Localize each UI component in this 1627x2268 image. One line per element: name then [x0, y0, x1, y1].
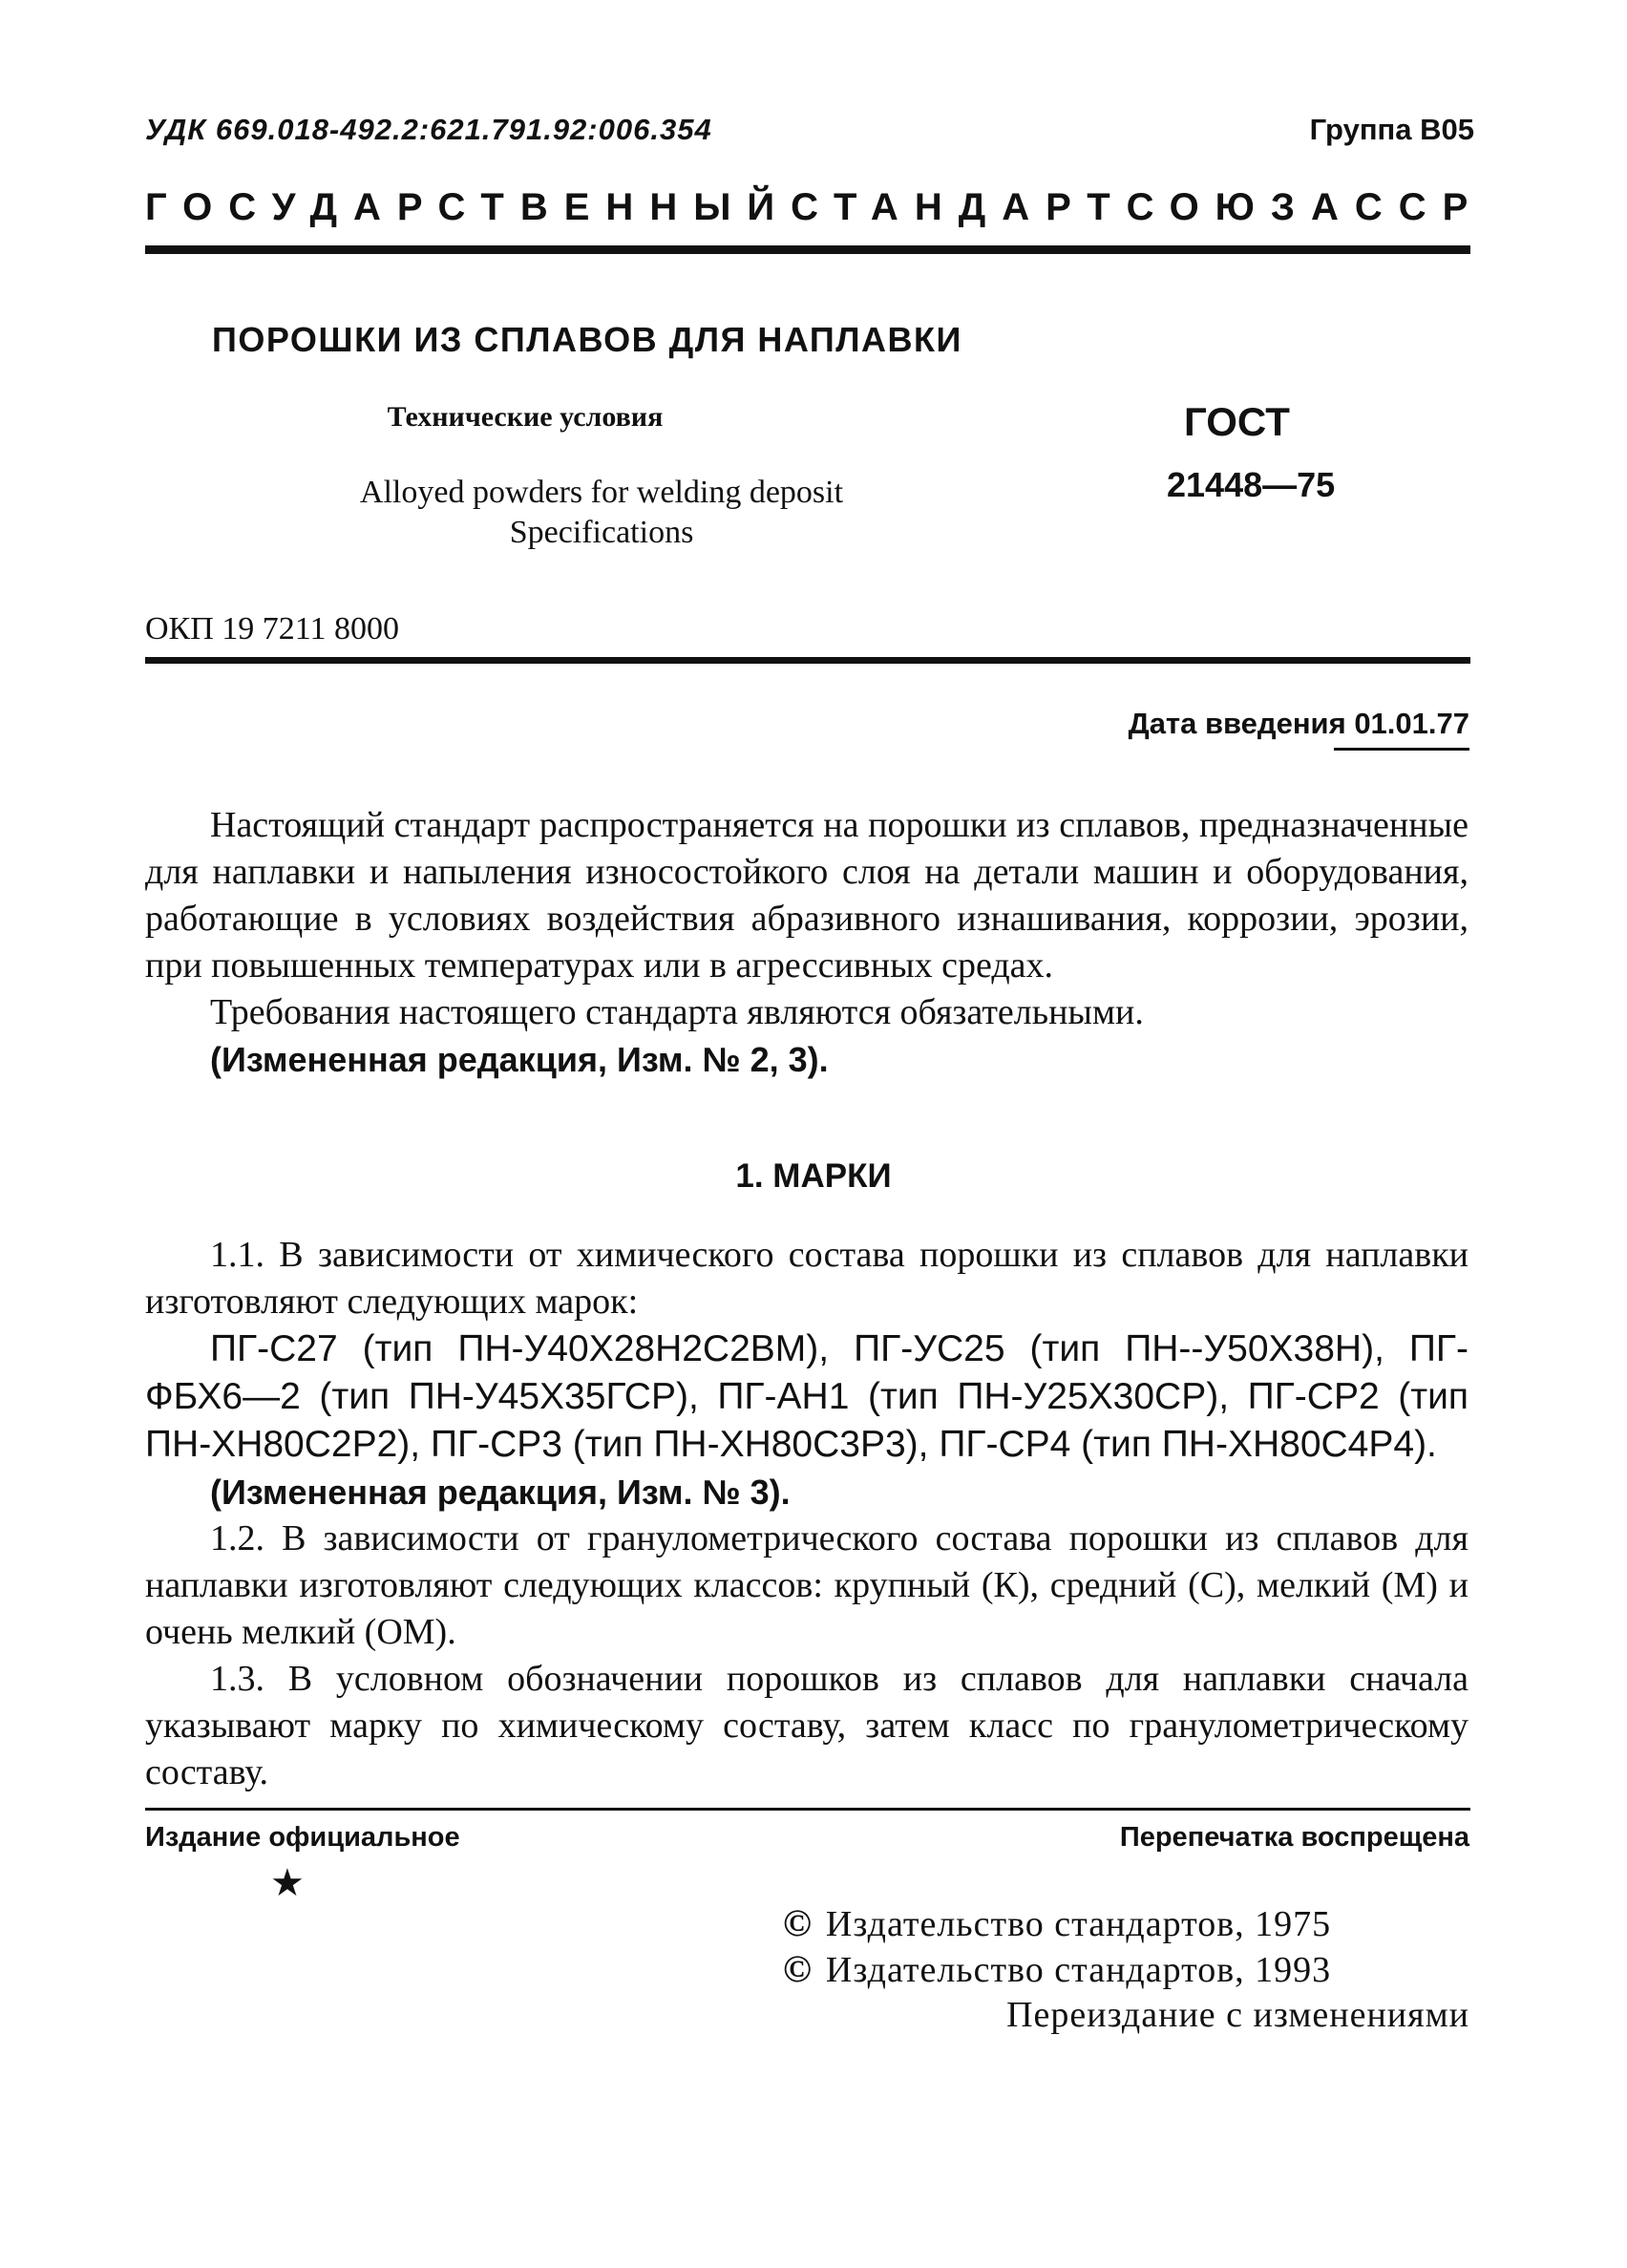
state-word-3: СОЮЗА	[1126, 186, 1355, 228]
subtitle-en-line-1: Alloyed powders for welding deposit	[359, 475, 844, 510]
state-word-2: СТАНДАРТ	[791, 186, 1127, 228]
intro-block	[145, 802, 1469, 1083]
reissue-note: Переиздание с изменениями	[1006, 1995, 1469, 2035]
clause-1-1-edit-note: (Измененная редакция, Изм. № 3).	[210, 1473, 791, 1512]
copyright-icon: ©	[783, 1947, 813, 1990]
clause-1-3: 1.3. В условном обозначении порошков из сплавов для наплавки сначала указывают марку по химическому составу, затем класс по гранулометрическому составу.	[145, 1659, 1469, 1792]
subtitle-en	[220, 473, 983, 553]
footer-rule	[145, 1808, 1470, 1811]
okp-code: ОКП 19 7211 8000	[145, 611, 400, 646]
clause-1-1: 1.1. В зависимости от химического состава порошки из сплавов для наплавки изготовляют следующих марок:	[145, 1235, 1469, 1322]
copyright-icon: ©	[783, 1901, 813, 1944]
copyright-1993-text: Издательство стандартов, 1993	[825, 1950, 1332, 1990]
state-standard-heading	[145, 186, 1485, 229]
group-code: Группа В05	[1309, 113, 1474, 146]
document-title: ПОРОШКИ ИЗ СПЛАВОВ ДЛЯ НАПЛАВКИ	[212, 320, 962, 359]
intro-date: Дата введения 01.01.77	[1128, 707, 1469, 740]
reprint-forbidden: Перепечатка воспрещена	[1119, 1822, 1469, 1853]
gost-label: ГОСТ	[1184, 399, 1290, 444]
udk-code: УДК 669.018-492.2:621.791.92:006.354	[145, 113, 712, 146]
state-word-4: ССР	[1354, 186, 1485, 228]
star-icon: ★	[270, 1861, 305, 1904]
okp-rule	[145, 657, 1470, 664]
section1-block	[145, 1232, 1469, 1796]
header-rule	[145, 245, 1470, 254]
intro-mandatory: Требования настоящего стандарта являются обязательными.	[210, 992, 1144, 1032]
copyright-1975	[783, 1900, 1331, 1945]
copyright-1975-text: Издательство стандартов, 1975	[825, 1904, 1332, 1944]
clause-1-1-grades: ПГ-С27 (тип ПН-У40Х28Н2С2ВМ), ПГ-УС25 (тип ПН--У50Х38Н), ПГ-ФБХ6—2 (тип ПН-У45Х35ГСР), ПГ-АН1 (тип ПН-У25Х30СР), ПГ-СР2 (тип ПН-ХН80С2Р2), ПГ-СР3 (тип ПН-ХН80С3Р3), ПГ-СР4 (тип ПН-ХН80С4Р4).	[145, 1328, 1469, 1465]
clause-1-2: 1.2. В зависимости от гранулометрического состава порошки из сплавов для наплавки изготовляют следующих классов: крупный (К), средний (С), мелкий (М) и очень мелкий (ОМ).	[145, 1518, 1469, 1652]
gost-number: 21448—75	[1167, 465, 1336, 504]
intro-edit-note: (Измененная редакция, Изм. № 2, 3).	[210, 1040, 829, 1079]
date-underline	[1334, 748, 1469, 751]
state-word-1: ГОСУДАРСТВЕННЫЙ	[145, 186, 792, 228]
subtitle-ru: Технические условия	[387, 401, 664, 433]
subtitle-en-line-2: Specifications	[509, 515, 694, 550]
copyright-1993	[783, 1946, 1331, 1991]
intro-paragraph: Настоящий стандарт распространяется на порошки из сплавов, предназначенные для наплавки и напыления износостойкого слоя на детали машин и оборудования, работающие в условиях воздействия абразивного изнашивания, коррозии, эрозии, при повышенных температурах или в агрессивных средах.	[145, 805, 1469, 986]
section-title: 1. МАРКИ	[735, 1157, 892, 1195]
official-edition: Издание официальное	[145, 1822, 460, 1853]
